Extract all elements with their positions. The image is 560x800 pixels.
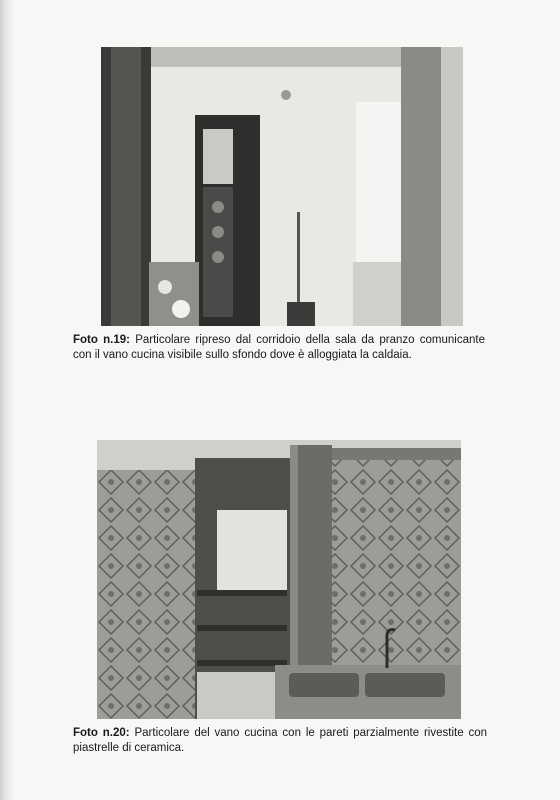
photo-19-caption-text: Particolare ripreso dal corridoio della sala da pranzo comunicante con il vano cucina visibile sullo sfondo dove è alloggiata la caldaia.	[73, 334, 485, 361]
photo-20-label: Foto n.20:	[73, 727, 130, 739]
photo-20-caption-text: Particolare del vano cucina con le pareti parzialmente rivestite con piastrelle di ceramica.	[73, 727, 487, 754]
scan-left-edge	[0, 0, 14, 800]
photo-19-caption	[73, 333, 485, 363]
photo-19	[101, 47, 463, 326]
photo-20-caption	[73, 726, 487, 756]
photo-19-label: Foto n.19:	[73, 334, 130, 346]
photo-20	[97, 440, 461, 719]
